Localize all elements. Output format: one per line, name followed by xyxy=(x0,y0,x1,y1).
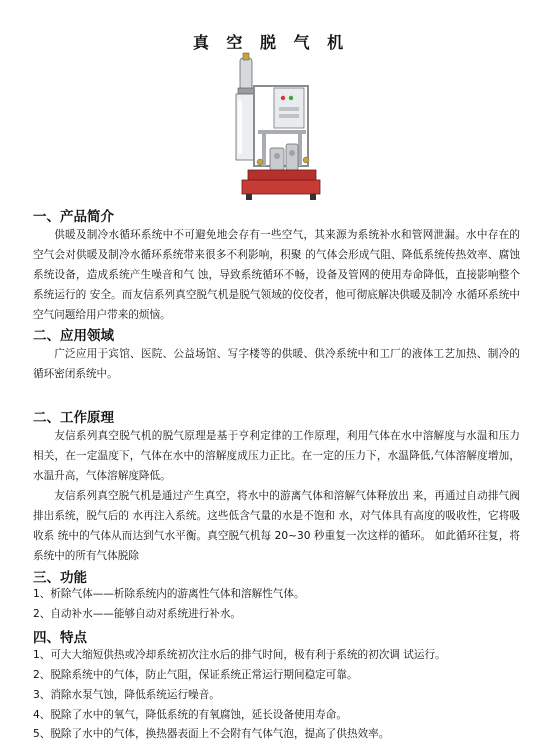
section-heading-functions: 三、功能 xyxy=(33,570,87,586)
feature-item: 2、脱除系统中的气体，防止气阻，保证系统正常运行期间稳定可靠。 xyxy=(33,669,358,681)
section-heading-application: 二、应用领域 xyxy=(33,328,114,344)
section-heading-features: 四、特点 xyxy=(33,630,87,646)
function-item: 1、析除气体——析除系统内的游离性气体和溶解性气体。 xyxy=(33,588,305,600)
feature-item: 3、消除水泵气蚀，降低系统运行噪音。 xyxy=(33,689,220,701)
principle-paragraph-2: 友信系列真空脱气机是通过产生真空，将水中的游离气体和溶解气体释放出 来，再通过自动排气阀排出系统，脱气后的 水再注入系统。这些低含气量的水是不饱和 水，对气体具有高度的吸收性，它将吸收系 统中的气体从而达到气水平衡。真空脱气机每 20~30 秒重复一次这样的循环。 如此循环往复，将系统中的所有气体脱除 xyxy=(33,490,520,562)
section-heading-intro: 一、产品简介 xyxy=(33,209,114,225)
principle-paragraph-1: 友信系列真空脱气机的脱气原理是基于亨利定律的工作原理，利用气体在水中溶解度与水温和压力相关，在一定温度下，气体在水中的溶解度成压力正比。在一定的压力下，水温降低,气体溶解度增加，水温升高，气体溶解度降低。 xyxy=(33,430,520,482)
product-image xyxy=(218,52,324,204)
intro-paragraph: 供暖及制冷水循环系统中不可避免地会存有一些空气，其来源为系统补水和管网泄漏。水中存在的空气会对供暖及制冷水循环系统带来很多不利影响，积聚 的气体会形成气阻、降低系统传热效率、腐蚀系统设备，造成系统产生噪音和气 蚀，导致系统循环不畅，设备及管网的使用寿命降低，直接影响整个系统运行的 安全。而友信系列真空脱气机是脱气领域的佼佼者，他可彻底解决供暖及制冷 水循环系统中空气问题给用户带来的烦恼。 xyxy=(33,229,520,321)
application-paragraph: 广泛应用于宾馆、医院、公益场馆、写字楼等的供暖、供冷系统中和工厂的液体工艺加热、制冷的循环密闭系统中。 xyxy=(33,348,520,380)
function-item: 2、自动补水——能够自动对系统进行补水。 xyxy=(33,608,242,620)
feature-item: 5、脱除了水中的气体，换热器表面上不会附有气体气泡，提高了供热效率。 xyxy=(33,728,390,740)
feature-item: 4、脱除了水中的氧气，降低系统的有氧腐蚀，延长设备使用寿命。 xyxy=(33,709,347,721)
page-title: 真 空 脱 气 机 xyxy=(192,33,350,52)
feature-item: 1、可大大缩短供热或冷却系统初次注水后的排气时间，极有利于系统的初次调 试运行。 xyxy=(33,649,446,661)
section-heading-principle: 二、工作原理 xyxy=(33,410,114,426)
